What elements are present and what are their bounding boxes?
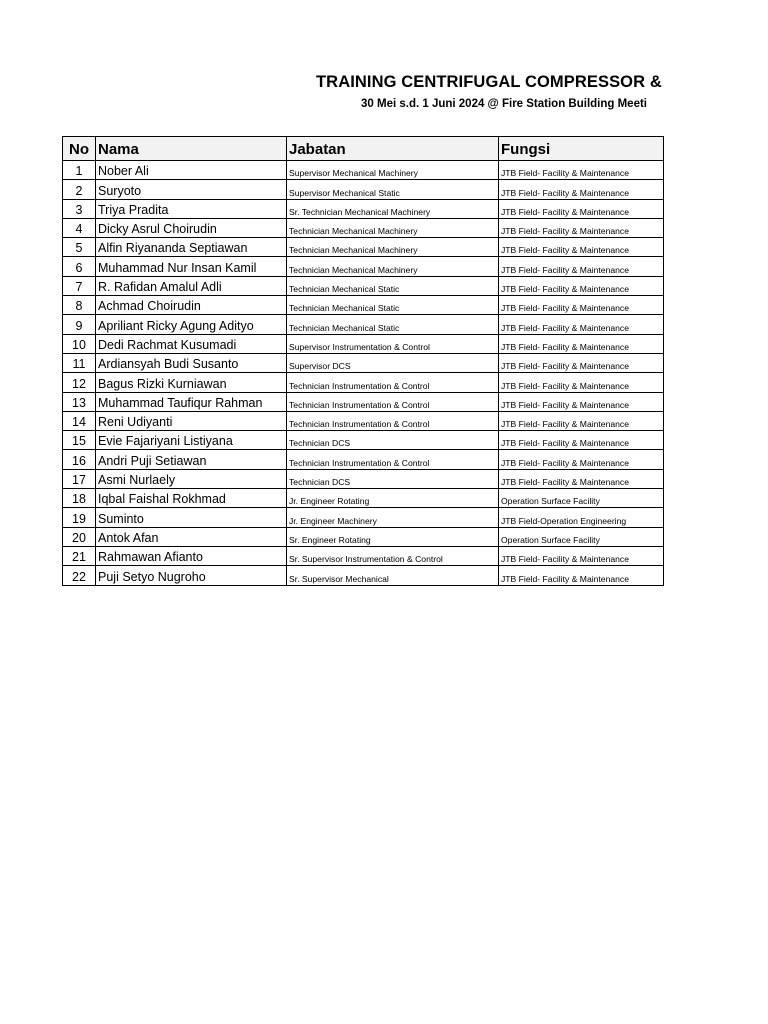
cell-fungsi: JTB Field- Facility & Maintenance bbox=[499, 180, 664, 199]
table-row bbox=[63, 199, 664, 218]
cell-no: 13 bbox=[63, 392, 96, 411]
cell-jabatan: Technician Mechanical Machinery bbox=[287, 238, 499, 257]
cell-no: 9 bbox=[63, 315, 96, 334]
participant-table bbox=[62, 136, 664, 586]
table-row bbox=[63, 527, 664, 546]
cell-no: 3 bbox=[63, 199, 96, 218]
cell-fungsi: JTB Field- Facility & Maintenance bbox=[499, 353, 664, 372]
cell-jabatan: Technician Mechanical Machinery bbox=[287, 257, 499, 276]
table-row bbox=[63, 373, 664, 392]
cell-jabatan: Technician Instrumentation & Control bbox=[287, 392, 499, 411]
cell-jabatan: Jr. Engineer Machinery bbox=[287, 508, 499, 527]
cell-jabatan: Technician Instrumentation & Control bbox=[287, 373, 499, 392]
cell-nama: Suryoto bbox=[96, 180, 287, 199]
table-row bbox=[63, 161, 664, 180]
cell-fungsi: JTB Field- Facility & Maintenance bbox=[499, 199, 664, 218]
cell-fungsi: JTB Field- Facility & Maintenance bbox=[499, 161, 664, 180]
cell-nama: Muhammad Taufiqur Rahman bbox=[96, 392, 287, 411]
cell-jabatan: Supervisor DCS bbox=[287, 353, 499, 372]
cell-fungsi: JTB Field- Facility & Maintenance bbox=[499, 450, 664, 469]
header-fungsi: Fungsi bbox=[499, 137, 664, 161]
cell-fungsi: JTB Field- Facility & Maintenance bbox=[499, 315, 664, 334]
cell-nama: Evie Fajariyani Listiyana bbox=[96, 431, 287, 450]
cell-fungsi: JTB Field- Facility & Maintenance bbox=[499, 546, 664, 565]
cell-jabatan: Technician Instrumentation & Control bbox=[287, 411, 499, 430]
cell-jabatan: Sr. Supervisor Instrumentation & Control bbox=[287, 546, 499, 565]
cell-nama: Suminto bbox=[96, 508, 287, 527]
cell-fungsi: JTB Field- Facility & Maintenance bbox=[499, 411, 664, 430]
cell-fungsi: JTB Field- Facility & Maintenance bbox=[499, 276, 664, 295]
table-row bbox=[63, 257, 664, 276]
cell-nama: Nober Ali bbox=[96, 161, 287, 180]
cell-jabatan: Technician Mechanical Static bbox=[287, 315, 499, 334]
cell-no: 11 bbox=[63, 353, 96, 372]
cell-nama: Alfin Riyananda Septiawan bbox=[96, 238, 287, 257]
header-nama: Nama bbox=[96, 137, 287, 161]
cell-fungsi: JTB Field- Facility & Maintenance bbox=[499, 238, 664, 257]
table-row bbox=[63, 489, 664, 508]
cell-no: 10 bbox=[63, 334, 96, 353]
table-row bbox=[63, 315, 664, 334]
table-row bbox=[63, 469, 664, 488]
table-row bbox=[63, 508, 664, 527]
cell-no: 20 bbox=[63, 527, 96, 546]
table-row bbox=[63, 218, 664, 237]
cell-fungsi: Operation Surface Facility bbox=[499, 527, 664, 546]
cell-jabatan: Technician Instrumentation & Control bbox=[287, 450, 499, 469]
cell-jabatan: Sr. Engineer Rotating bbox=[287, 527, 499, 546]
cell-nama: Rahmawan Afianto bbox=[96, 546, 287, 565]
cell-fungsi: JTB Field- Facility & Maintenance bbox=[499, 392, 664, 411]
cell-no: 5 bbox=[63, 238, 96, 257]
table-body bbox=[63, 161, 664, 586]
cell-no: 1 bbox=[63, 161, 96, 180]
cell-nama: Reni Udiyanti bbox=[96, 411, 287, 430]
cell-nama: Apriliant Ricky Agung Adityo bbox=[96, 315, 287, 334]
header-jabatan: Jabatan bbox=[287, 137, 499, 161]
table-row bbox=[63, 450, 664, 469]
cell-fungsi: JTB Field- Facility & Maintenance bbox=[499, 218, 664, 237]
cell-nama: Antok Afan bbox=[96, 527, 287, 546]
cell-nama: Achmad Choirudin bbox=[96, 296, 287, 315]
cell-no: 4 bbox=[63, 218, 96, 237]
cell-no: 8 bbox=[63, 296, 96, 315]
cell-nama: Iqbal Faishal Rokhmad bbox=[96, 489, 287, 508]
cell-fungsi: JTB Field- Facility & Maintenance bbox=[499, 373, 664, 392]
cell-jabatan: Technician Mechanical Static bbox=[287, 276, 499, 295]
table-row bbox=[63, 546, 664, 565]
table-row bbox=[63, 180, 664, 199]
cell-no: 21 bbox=[63, 546, 96, 565]
table-row bbox=[63, 392, 664, 411]
cell-no: 16 bbox=[63, 450, 96, 469]
cell-nama: Andri Puji Setiawan bbox=[96, 450, 287, 469]
cell-fungsi: JTB Field-Operation Engineering bbox=[499, 508, 664, 527]
cell-no: 2 bbox=[63, 180, 96, 199]
table-row bbox=[63, 431, 664, 450]
cell-no: 15 bbox=[63, 431, 96, 450]
cell-jabatan: Technician Mechanical Machinery bbox=[287, 218, 499, 237]
cell-no: 12 bbox=[63, 373, 96, 392]
table-row bbox=[63, 353, 664, 372]
table-row bbox=[63, 238, 664, 257]
cell-jabatan: Technician DCS bbox=[287, 469, 499, 488]
cell-no: 14 bbox=[63, 411, 96, 430]
cell-jabatan: Technician Mechanical Static bbox=[287, 296, 499, 315]
cell-fungsi: JTB Field- Facility & Maintenance bbox=[499, 431, 664, 450]
cell-fungsi: JTB Field- Facility & Maintenance bbox=[499, 296, 664, 315]
cell-jabatan: Sr. Supervisor Mechanical bbox=[287, 566, 499, 585]
document-title: TRAINING CENTRIFUGAL COMPRESSOR & bbox=[316, 73, 662, 91]
cell-nama: Puji Setyo Nugroho bbox=[96, 566, 287, 585]
cell-nama: Dicky Asrul Choirudin bbox=[96, 218, 287, 237]
cell-nama: Muhammad Nur Insan Kamil bbox=[96, 257, 287, 276]
table-row bbox=[63, 411, 664, 430]
document-subtitle: 30 Mei s.d. 1 Juni 2024 @ Fire Station Building Meeti bbox=[361, 98, 648, 110]
cell-fungsi: JTB Field- Facility & Maintenance bbox=[499, 334, 664, 353]
cell-fungsi: JTB Field- Facility & Maintenance bbox=[499, 566, 664, 585]
cell-jabatan: Technician DCS bbox=[287, 431, 499, 450]
table-row bbox=[63, 334, 664, 353]
cell-no: 6 bbox=[63, 257, 96, 276]
cell-fungsi: JTB Field- Facility & Maintenance bbox=[499, 257, 664, 276]
cell-nama: R. Rafidan Amalul Adli bbox=[96, 276, 287, 295]
cell-fungsi: Operation Surface Facility bbox=[499, 489, 664, 508]
table-row bbox=[63, 276, 664, 295]
table-row bbox=[63, 566, 664, 585]
table-header-row bbox=[63, 137, 664, 161]
cell-no: 7 bbox=[63, 276, 96, 295]
cell-no: 22 bbox=[63, 566, 96, 585]
cell-nama: Bagus Rizki Kurniawan bbox=[96, 373, 287, 392]
cell-jabatan: Jr. Engineer Rotating bbox=[287, 489, 499, 508]
table-row bbox=[63, 296, 664, 315]
cell-nama: Dedi Rachmat Kusumadi bbox=[96, 334, 287, 353]
cell-jabatan: Supervisor Mechanical Machinery bbox=[287, 161, 499, 180]
cell-nama: Asmi Nurlaely bbox=[96, 469, 287, 488]
cell-no: 19 bbox=[63, 508, 96, 527]
header-no: No bbox=[63, 137, 96, 161]
cell-no: 17 bbox=[63, 469, 96, 488]
cell-nama: Triya Pradita bbox=[96, 199, 287, 218]
cell-nama: Ardiansyah Budi Susanto bbox=[96, 353, 287, 372]
cell-no: 18 bbox=[63, 489, 96, 508]
cell-fungsi: JTB Field- Facility & Maintenance bbox=[499, 469, 664, 488]
cell-jabatan: Supervisor Instrumentation & Control bbox=[287, 334, 499, 353]
cell-jabatan: Supervisor Mechanical Static bbox=[287, 180, 499, 199]
cell-jabatan: Sr. Technician Mechanical Machinery bbox=[287, 199, 499, 218]
